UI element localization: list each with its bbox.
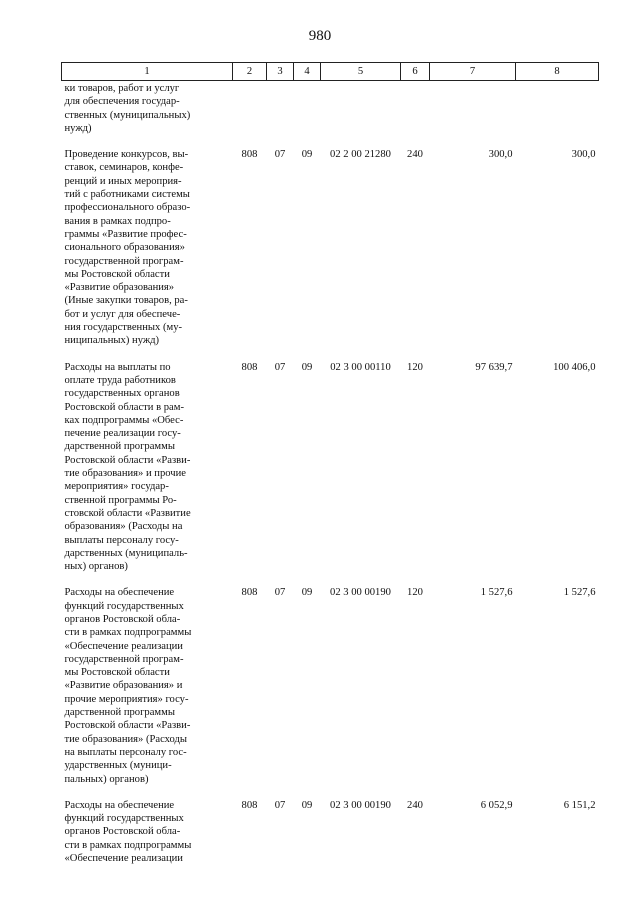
col-header-5: 5 (321, 63, 401, 81)
table-row (62, 583, 599, 795)
cell-section-code: 07 (274, 799, 286, 811)
description-line: ниципальных) нужд) (64, 335, 160, 347)
description-line: оплате труда работников (64, 374, 176, 386)
cell-section-code: 07 (274, 149, 286, 161)
cell-amount-year-2 (516, 81, 599, 146)
description-line: Расходы на обеспечение (64, 587, 175, 599)
budget-table (61, 62, 599, 875)
description-line: ки товаров, работ и услуг (64, 83, 180, 94)
description-line: тие образования» (Расходы (64, 733, 188, 745)
description-line: бот и услуг для обеспече- (64, 308, 181, 320)
cell-subsection-code: 09 (301, 149, 313, 161)
description-line: дарственных (муниципаль- (64, 547, 188, 559)
description-line: сти в рамках подпрограммы (64, 839, 192, 851)
description-line: Ростовской области «Разви- (64, 454, 191, 466)
cell-subsection-code: 09 (301, 799, 313, 811)
description-line: образования» (Расходы на (64, 521, 183, 533)
cell-ministry-code: 808 (241, 799, 258, 811)
cell-amount-year-2: 1 527,6 (563, 587, 596, 599)
cell-amount-year-1: 300,0 (488, 149, 513, 161)
description-line: стовской области «Развитие (64, 507, 191, 519)
description-line: мы Ростовской области (64, 667, 170, 679)
description-line: органов Ростовской обла- (64, 826, 181, 838)
description-line: ударственных (муници- (64, 760, 172, 772)
description-line: нужд) (64, 122, 92, 134)
description-line: пальных) органов) (64, 773, 149, 785)
description-line: «Обеспечение реализации (64, 640, 183, 652)
description-line: вания в рамках подпро- (64, 215, 171, 227)
cell-ministry-code (233, 81, 267, 146)
col-header-1: 1 (62, 63, 233, 81)
description-line: мы Ростовской области (64, 268, 170, 280)
description-line: Ростовской области «Разви- (64, 720, 191, 732)
description-line: дарственной программы (64, 441, 175, 453)
description-line: ственных (муниципальных) (64, 109, 191, 121)
cell-ministry-code: 808 (241, 149, 258, 161)
row-description (62, 81, 233, 146)
row-description (62, 583, 233, 795)
description-line: ренций и иных мероприя- (64, 175, 182, 187)
description-line: государственной програм- (64, 255, 184, 267)
description-line: «Развитие образования» и (64, 680, 183, 692)
description-line: дарственной программы (64, 707, 175, 719)
description-line: государственных органов (64, 388, 180, 400)
description-line: функций государственных (64, 600, 184, 612)
cell-amount-year-1: 6 052,9 (480, 799, 513, 811)
table-row (62, 145, 599, 357)
description-line: прочие мероприятия» госу- (64, 693, 189, 705)
row-description (62, 796, 233, 875)
cell-expense-type: 120 (407, 587, 423, 599)
cell-subsection-code: 09 (301, 587, 313, 599)
cell-amount-year-1: 97 639,7 (475, 361, 513, 373)
description-line: для обеспечения государ- (64, 96, 180, 108)
table-body (62, 81, 599, 876)
description-line: выплаты персоналу госу- (64, 534, 179, 546)
description-line: органов Ростовской обла- (64, 613, 181, 625)
cell-target-code (321, 81, 401, 146)
cell-section-code: 07 (274, 587, 286, 599)
description-line: тий с работниками системы (64, 189, 190, 201)
row-description (62, 358, 233, 584)
description-line: ных) органов) (64, 561, 128, 573)
page-number: 980 (308, 28, 332, 44)
cell-section-code: 07 (274, 361, 286, 373)
col-header-7: 7 (430, 63, 516, 81)
description-line: ственной программы Ро- (64, 494, 177, 506)
cell-ministry-code: 808 (241, 587, 258, 599)
cell-subsection-code (294, 81, 321, 146)
cell-target-code: 02 2 00 21280 (330, 149, 391, 161)
description-line: «Обеспечение реализации (64, 853, 183, 865)
cell-amount-year-1 (430, 81, 516, 146)
cell-amount-year-2: 100 406,0 (553, 361, 596, 373)
cell-expense-type (401, 81, 430, 146)
cell-expense-type: 240 (407, 799, 423, 811)
table-row (62, 358, 599, 584)
description-line: ния государственных (му- (64, 322, 183, 334)
cell-target-code: 02 3 00 00190 (330, 799, 391, 811)
col-header-6: 6 (401, 63, 430, 81)
description-line: Расходы на обеспечение (64, 799, 175, 811)
description-line: печение реализации госу- (64, 428, 181, 440)
cell-amount-year-1: 1 527,6 (480, 587, 513, 599)
description-line: ках подпрограммы «Обес- (64, 414, 184, 426)
cell-ministry-code: 808 (241, 361, 258, 373)
description-line: Ростовской области в рам- (64, 401, 184, 413)
cell-amount-year-2: 300,0 (571, 149, 596, 161)
description-line: сти в рамках подпрограммы (64, 627, 192, 639)
table-row (62, 796, 599, 875)
description-line: сионального образования» (64, 242, 185, 254)
header-row (62, 63, 599, 81)
cell-amount-year-2: 6 151,2 (563, 799, 596, 811)
cell-expense-type: 120 (407, 361, 423, 373)
description-line: профессионального образо- (64, 202, 191, 214)
col-header-2: 2 (233, 63, 267, 81)
col-header-8: 8 (516, 63, 599, 81)
row-description (62, 145, 233, 357)
description-line: функций государственных (64, 813, 184, 825)
description-line: тие образования» и прочие (64, 468, 186, 480)
description-line: ставок, семинаров, конфе- (64, 162, 184, 174)
description-line: (Иные закупки товаров, ра- (64, 295, 188, 307)
cell-target-code: 02 3 00 00190 (330, 587, 391, 599)
cell-section-code (267, 81, 294, 146)
table-row (62, 81, 599, 146)
description-line: граммы «Развитие профес- (64, 228, 187, 240)
description-line: мероприятия» государ- (64, 481, 169, 493)
cell-expense-type: 240 (407, 149, 423, 161)
description-line: Расходы на выплаты по (64, 361, 171, 373)
description-line: государственной програм- (64, 653, 184, 665)
cell-subsection-code: 09 (301, 361, 313, 373)
col-header-4: 4 (294, 63, 321, 81)
description-line: на выплаты персоналу гос- (64, 746, 187, 758)
col-header-3: 3 (267, 63, 294, 81)
description-line: «Развитие образования» (64, 282, 175, 294)
cell-target-code: 02 3 00 00110 (330, 361, 391, 373)
description-line: Проведение конкурсов, вы- (64, 149, 189, 161)
